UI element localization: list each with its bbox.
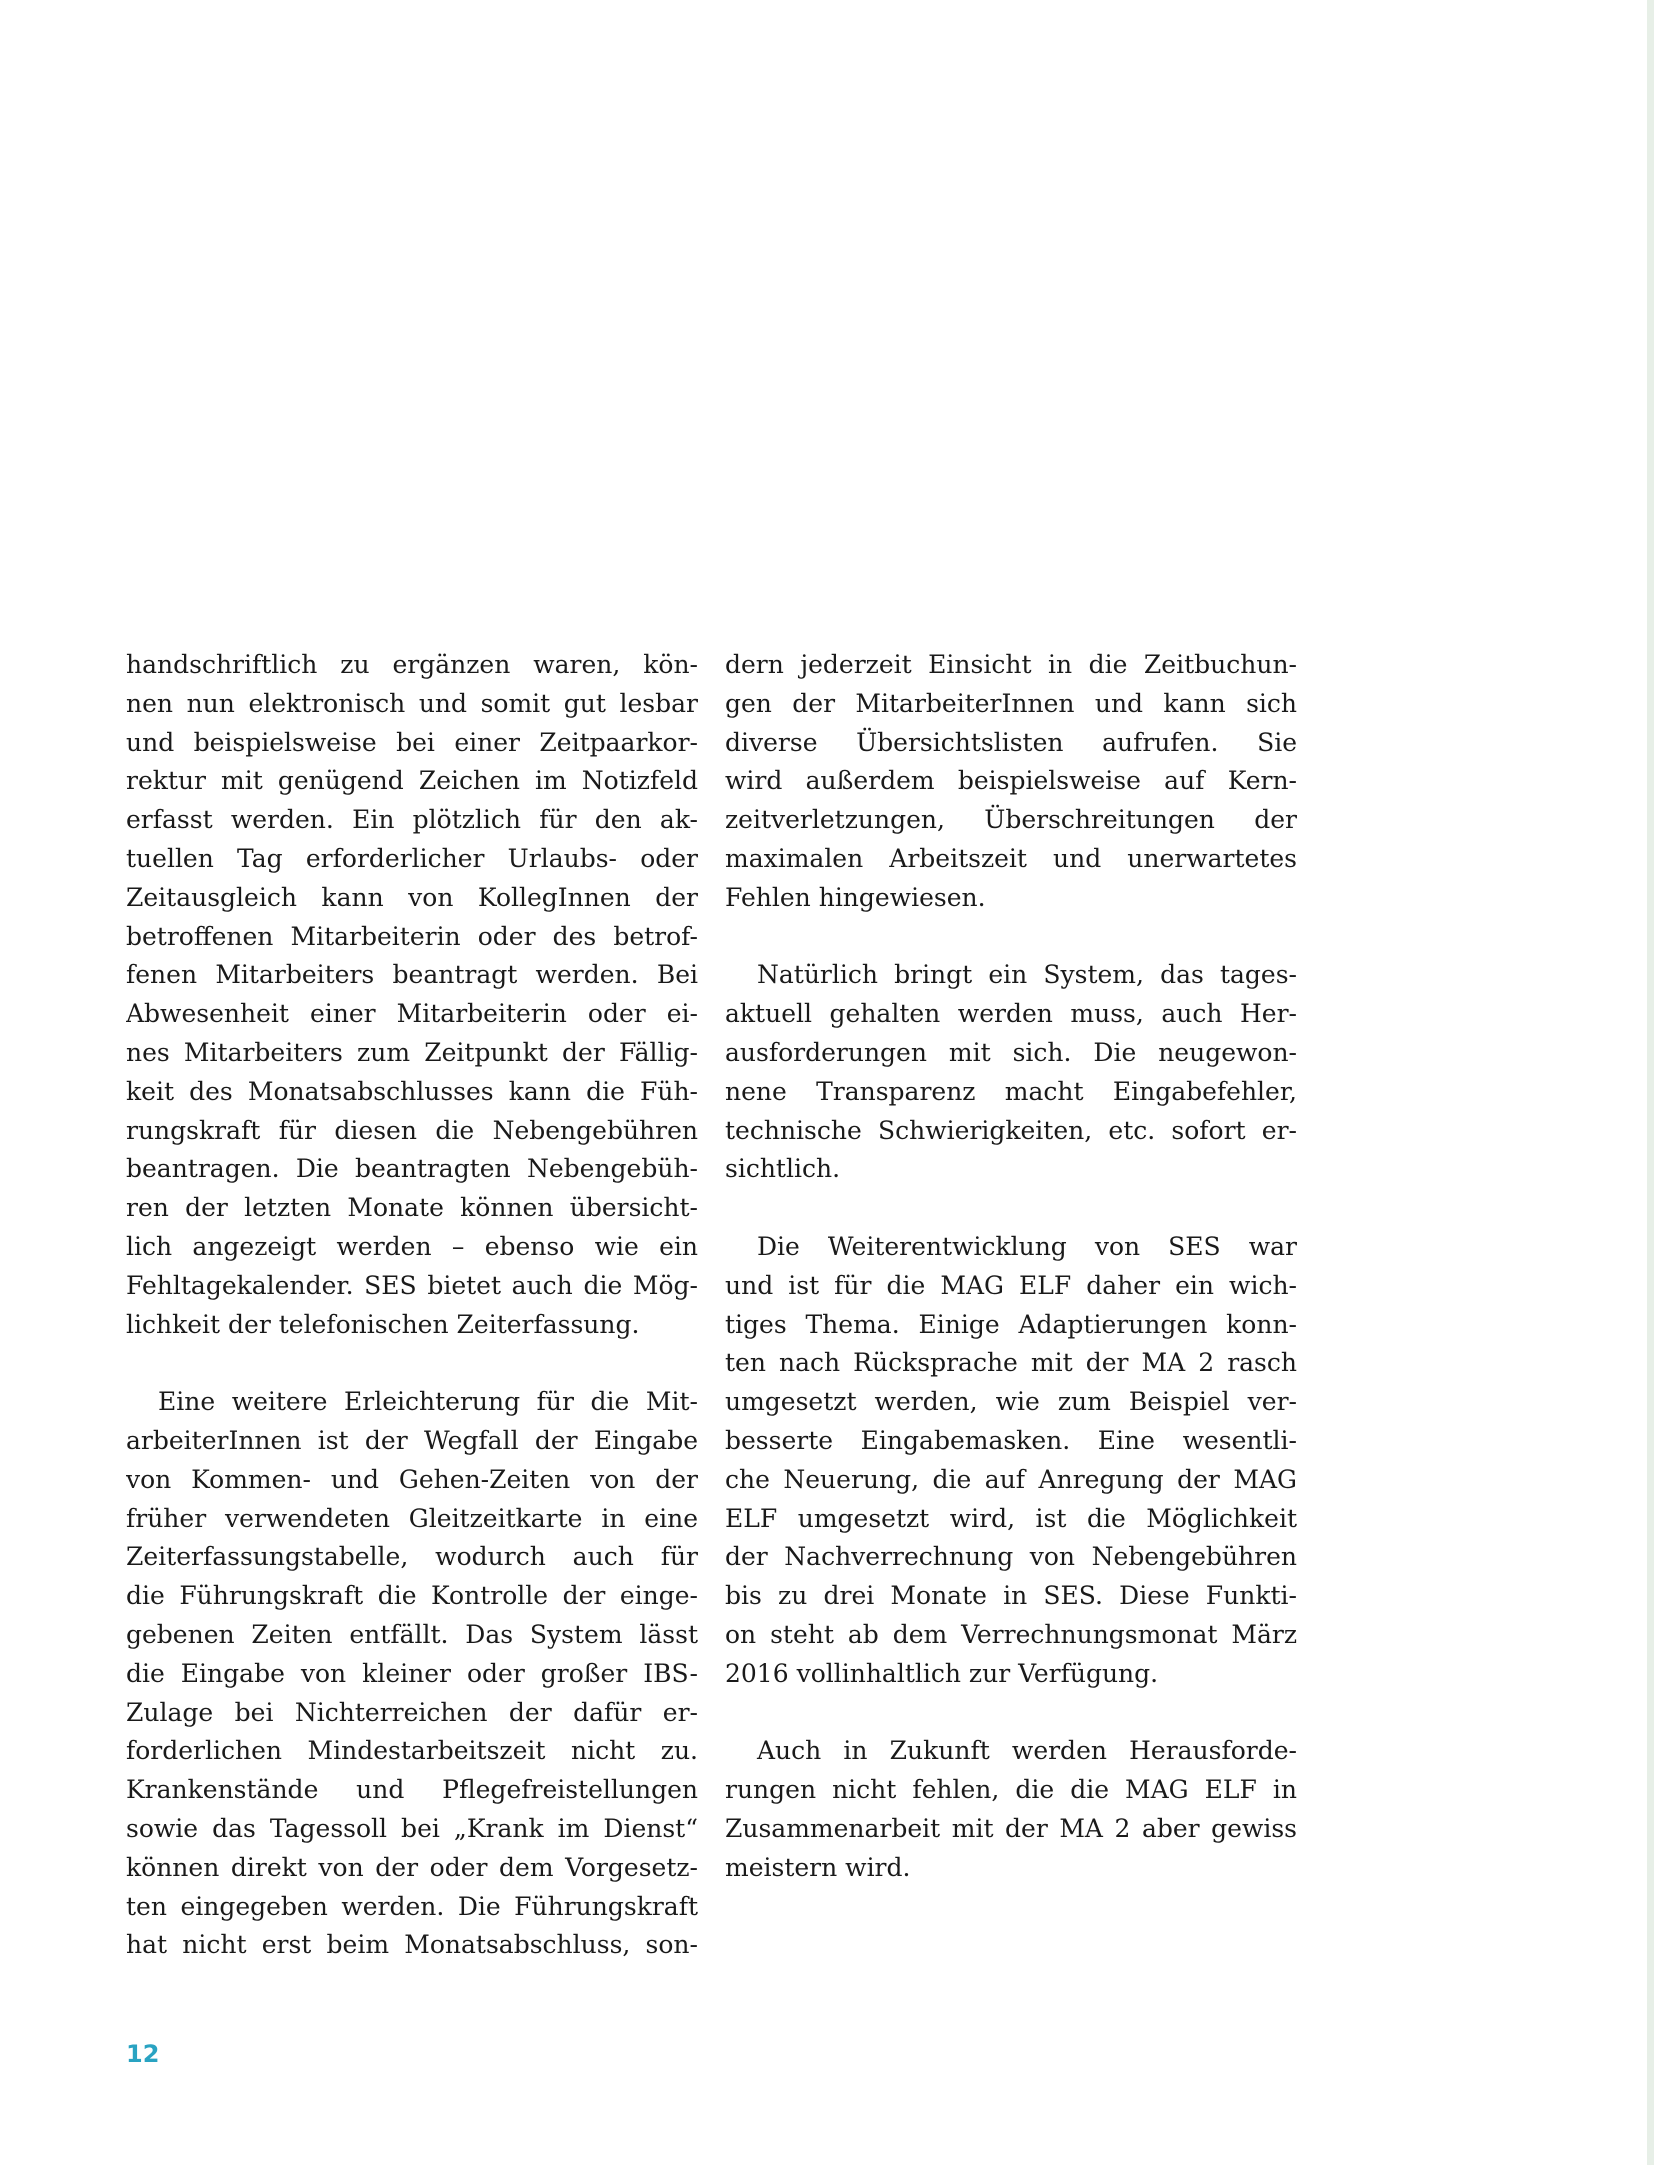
text-line: meistern wird.: [725, 1852, 911, 1882]
text-line: die Führungskraft die Kontrolle der einge-: [126, 1581, 698, 1611]
paragraph: [725, 1732, 1297, 1887]
text-line: können direkt von der oder dem Vorgesetz-: [126, 1852, 698, 1882]
text-line: sichtlich.: [725, 1154, 841, 1184]
text-line: sowie das Tagessoll bei „Krank im Dienst“: [126, 1813, 698, 1843]
text-line: Abwesenheit einer Mitarbeiterin oder ei-: [126, 999, 698, 1029]
text-line: lich angezeigt werden – ebenso wie ein: [126, 1231, 698, 1261]
page-edge-strip: [1647, 0, 1654, 2165]
text-line: nen nun elektronisch und somit gut lesbar: [126, 688, 698, 718]
paragraph-gap: [725, 918, 1297, 957]
text-line: ELF umgesetzt wird, ist die Möglichkeit: [725, 1503, 1297, 1533]
paragraph-gap: [126, 1344, 698, 1383]
text-line: ausforderungen mit sich. Die neugewon-: [725, 1037, 1297, 1067]
text-line: maximalen Arbeitszeit und unerwartetes: [725, 843, 1297, 873]
text-line: forderlichen Mindestarbeitszeit nicht zu.: [126, 1736, 698, 1766]
text-line: rektur mit genügend Zeichen im Notizfeld: [126, 766, 698, 796]
text-line: rungskraft für diesen die Nebengebühren: [126, 1115, 698, 1145]
text-line: Zeitausgleich kann von KollegInnen der: [126, 882, 698, 912]
text-line: ten eingegeben werden. Die Führungskraft: [126, 1891, 698, 1921]
text-line: früher verwendeten Gleitzeitkarte in eine: [126, 1503, 698, 1533]
text-line: Auch in Zukunft werden Herausforde-: [757, 1736, 1297, 1766]
text-line: Krankenstände und Pflegefreistellungen: [126, 1775, 698, 1805]
text-line: Fehlen hingewiesen.: [725, 882, 986, 912]
text-line: technische Schwierigkeiten, etc. sofort er-: [725, 1115, 1297, 1145]
paragraph-gap: [725, 1694, 1297, 1733]
text-line: von Kommen- und Gehen-Zeiten von der: [126, 1464, 698, 1494]
text-line: tuellen Tag erforderlicher Urlaubs- oder: [126, 843, 698, 873]
text-line: und ist für die MAG ELF daher ein wich-: [725, 1270, 1297, 1300]
text-line: diverse Übersichtslisten aufrufen. Sie: [725, 727, 1297, 757]
text-line: beantragen. Die beantragten Nebengebüh-: [126, 1154, 698, 1184]
left-column: [126, 646, 698, 1965]
text-line: gebenen Zeiten entfällt. Das System lässt: [126, 1619, 698, 1649]
text-line: bis zu drei Monate in SES. Diese Funkti-: [725, 1581, 1297, 1611]
text-line: aktuell gehalten werden muss, auch Her-: [725, 999, 1297, 1029]
paragraph-gap: [725, 1189, 1297, 1228]
text-line: lichkeit der telefonischen Zeiterfassung.: [126, 1309, 640, 1339]
text-line: Zulage bei Nichterreichen der dafür er-: [126, 1697, 698, 1727]
page-number: 12: [126, 2040, 160, 2068]
text-line: dern jederzeit Einsicht in die Zeitbuchun-: [725, 650, 1297, 679]
text-line: 2016 vollinhaltlich zur Verfügung.: [725, 1658, 1159, 1688]
text-line: der Nachverrechnung von Nebengebühren: [725, 1542, 1297, 1572]
text-line: keit des Monatsabschlusses kann die Füh-: [126, 1076, 698, 1106]
right-column: [725, 646, 1297, 1888]
text-line: Eine weitere Erleichterung für die Mit-: [158, 1387, 698, 1417]
text-line: handschriftlich zu ergänzen waren, kön-: [126, 650, 698, 679]
text-line: ren der letzten Monate können übersicht-: [126, 1193, 698, 1223]
text-line: betroffenen Mitarbeiterin oder des betrof-: [126, 921, 698, 951]
text-line: Fehltagekalender. SES bietet auch die Mög-: [126, 1270, 698, 1300]
text-line: che Neuerung, die auf Anregung der MAG: [725, 1464, 1297, 1494]
text-line: Zusammenarbeit mit der MA 2 aber gewiss: [725, 1813, 1297, 1843]
text-line: Natürlich bringt ein System, das tages-: [757, 960, 1297, 990]
paragraph: [126, 646, 698, 1344]
text-line: und beispielsweise bei einer Zeitpaarkor-: [126, 727, 698, 757]
text-line: hat nicht erst beim Monatsabschluss, son-: [126, 1930, 698, 1960]
text-line: Die Weiterentwicklung von SES war: [757, 1231, 1297, 1261]
text-line: gen der MitarbeiterInnen und kann sich: [725, 688, 1297, 718]
text-line: wird außerdem beispielsweise auf Kern-: [725, 766, 1297, 796]
text-line: erfasst werden. Ein plötzlich für den ak-: [126, 805, 698, 835]
text-line: die Eingabe von kleiner oder großer IBS-: [126, 1658, 698, 1688]
text-line: arbeiterInnen ist der Wegfall der Eingabe: [126, 1425, 698, 1455]
text-line: tiges Thema. Einige Adaptierungen konn-: [725, 1309, 1297, 1339]
text-line: rungen nicht fehlen, die die MAG ELF in: [725, 1775, 1297, 1805]
paragraph: [725, 646, 1297, 918]
paragraph: [725, 956, 1297, 1189]
text-line: fenen Mitarbeiters beantragt werden. Bei: [126, 960, 698, 990]
text-line: umgesetzt werden, wie zum Beispiel ver-: [725, 1387, 1297, 1417]
text-line: on steht ab dem Verrechnungsmonat März: [725, 1619, 1297, 1649]
paragraph: [725, 1228, 1297, 1694]
paragraph: [126, 1383, 698, 1965]
text-line: nes Mitarbeiters zum Zeitpunkt der Fällig-: [126, 1037, 698, 1067]
text-line: ten nach Rücksprache mit der MA 2 rasch: [725, 1348, 1297, 1378]
text-line: besserte Eingabemasken. Eine wesentli-: [725, 1425, 1297, 1455]
text-line: nene Transparenz macht Eingabefehler,: [725, 1076, 1297, 1106]
text-line: Zeiterfassungstabelle, wodurch auch für: [126, 1542, 698, 1572]
text-line: zeitverletzungen, Überschreitungen der: [725, 805, 1297, 835]
